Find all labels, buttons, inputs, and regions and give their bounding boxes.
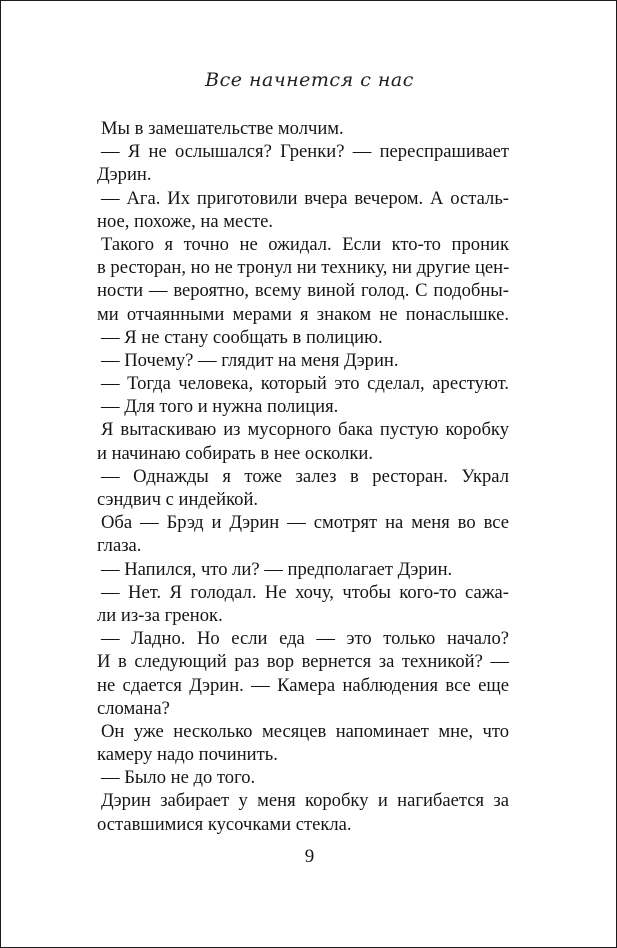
text-line: — Нет. Я голодал. Не хочу, чтобы кого-то сажа-: [101, 581, 509, 603]
text-line: ное, похоже, на месте.: [97, 210, 273, 232]
text-line: сломана?: [97, 697, 170, 719]
text-line: — Однажды я тоже залез в ресторан. Украл: [101, 465, 509, 487]
text-line: Он уже несколько месяцев напоминает мне, что: [101, 720, 509, 742]
text-line: — Почему? — глядит на меня Дэрин.: [101, 349, 399, 371]
text-line: камеру надо починить.: [97, 744, 278, 766]
text-line: сэндвич с индейкой.: [97, 489, 259, 510]
text-line: ности — вероятно, всему виной голод. С подобны-: [97, 280, 509, 302]
body-text: [97, 117, 509, 836]
text-line: Дэрин.: [97, 164, 152, 186]
text-line: не сдается Дэрин. — Камера наблюдения все еще: [97, 674, 509, 696]
text-line: Дэрин забирает у меня коробку и нагибается за: [101, 790, 509, 812]
page-number: 9: [304, 846, 315, 867]
text-line: глаза.: [97, 535, 142, 557]
text-line: и начинаю собирать в нее осколки.: [97, 442, 373, 464]
text-line: Такого я точно не ожидал. Если кто-то проник: [101, 233, 509, 255]
text-line: — Для того и нужна полиция.: [101, 396, 339, 418]
running-header: Все начнется с нас: [205, 69, 414, 91]
text-line: — Было не до того.: [101, 767, 256, 789]
text-line: — Ладно. Но если еда — это только начало?: [101, 628, 509, 650]
text-line: ли из-за гренок.: [97, 604, 223, 626]
text-line: И в следующий раз вор вернется за техникой? —: [97, 651, 509, 673]
text-line: в ресторан, но не тронул ни технику, ни другие цен-: [97, 257, 510, 279]
text-line: — Я не стану сообщать в полицию.: [101, 326, 383, 348]
text-line: ми отчаянными мерами я знаком не понаслышке.: [97, 303, 509, 325]
text-line: — Напился, что ли? — предполагает Дэрин.: [101, 558, 453, 580]
text-line: — Я не ослышался? Гренки? — переспрашивает: [101, 141, 509, 163]
text-line: Оба — Брэд и Дэрин — смотрят на меня во все: [101, 512, 509, 534]
text-line: Мы в замешательстве молчим.: [101, 118, 344, 139]
text-line: оставшимися кусочками стекла.: [97, 813, 352, 835]
text-line: Я вытаскиваю из мусорного бака пустую коробку: [101, 419, 509, 441]
text-line: — Тогда человека, который это сделал, арестуют.: [101, 373, 509, 395]
text-line: — Ага. Их приготовили вчера вечером. А осталь-: [101, 187, 509, 209]
